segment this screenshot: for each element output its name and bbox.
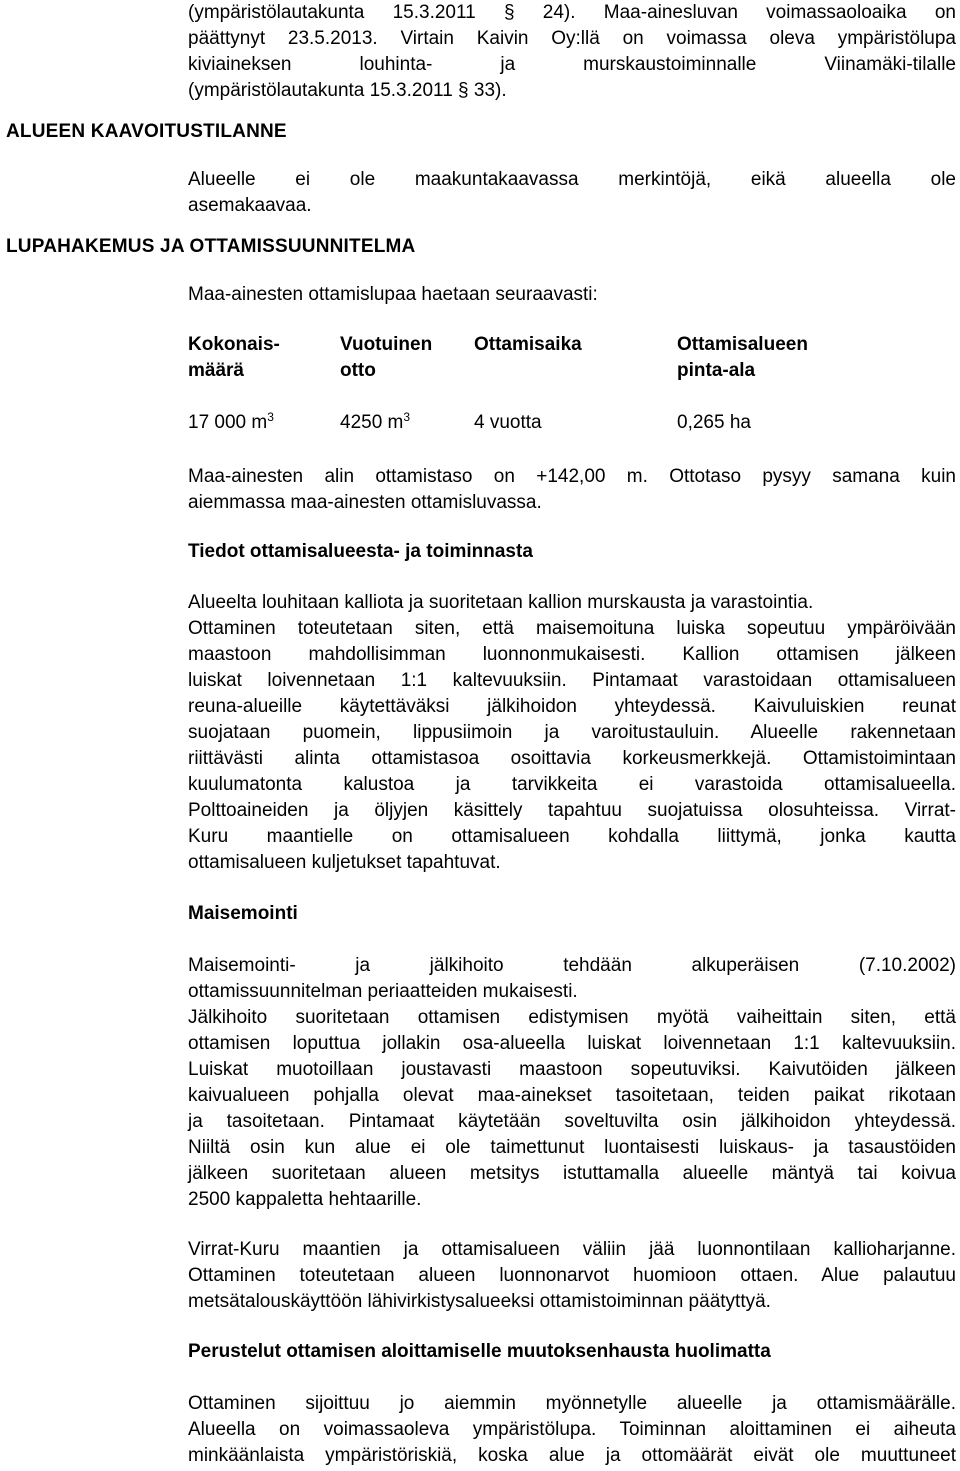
header-area <box>677 332 808 384</box>
maisemointi-paragraph-1 <box>188 953 956 1213</box>
paragraph-line: minkäänlaista ympäristöriskiä, koska alue ja ottomäärät eivät ole muuttuneet <box>188 1445 956 1466</box>
header-line: Ottamisalueen <box>677 334 808 355</box>
paragraph-line: Ottaminen toteutetaan siten, että maisemoituna luiska sopeutuu ympäröivään <box>188 618 956 639</box>
paragraph-line: Alueelta louhitaan kalliota ja suoritetaan kallion murskausta ja varastointia. <box>188 592 814 613</box>
paragraph-line: asemakaavaa. <box>188 195 312 216</box>
cell-unit-exponent: 3 <box>403 410 411 424</box>
header-line: pinta-ala <box>677 360 756 381</box>
header-line: Vuotuinen <box>340 334 433 355</box>
paragraph-line: Niiltä osin kun alue ei ole taimettunut luontaisesti luiskaus- ja tasaustöiden <box>188 1137 956 1158</box>
subheading-perustelut: Perustelut ottamisen aloittamiselle muutoksenhausta huolimatta <box>188 1341 771 1362</box>
level-paragraph <box>188 464 956 516</box>
cell-period: 4 vuotta <box>474 412 542 433</box>
paragraph-line: maastoon mahdollisimman luonnonmukaisesti. Kallion ottamisen jälkeen <box>188 644 956 665</box>
header-total <box>188 332 280 384</box>
paragraph-line: reuna-alueille käytettäväksi jälkihoidon yhteydessä. Kaivuluiskien reunat <box>188 696 956 717</box>
section-heading-kaavoitus: ALUEEN KAAVOITUSTILANNE <box>6 121 287 142</box>
cell-area: 0,265 ha <box>677 412 751 433</box>
paragraph-line: suojataan puomein, lippusiimoin ja varoitustauluin. Alueelle rakennetaan <box>188 722 956 743</box>
cell-value: 4250 m <box>340 412 404 433</box>
cell-value: 17 000 m <box>188 412 268 433</box>
paragraph-line: Maisemointi- ja jälkihoito tehdään alkuperäisen (7.10.2002) <box>188 955 956 976</box>
paragraph-line: Kuru maantielle on ottamisalueen kohdalla liittymä, jonka kautta <box>188 826 956 847</box>
kaava-paragraph <box>188 167 956 219</box>
cell-total <box>188 410 274 436</box>
paragraph-line: Virrat-Kuru maantien ja ottamisalueen väliin jää luonnontilaan kallioharjanne. <box>188 1239 956 1260</box>
maisemointi-paragraph-2 <box>188 1237 956 1315</box>
paragraph-line: jälkeen suoritetaan alueen metsitys istuttamalla alueelle mäntyä tai koivua <box>188 1163 956 1184</box>
section-heading-lupahakemus: LUPAHAKEMUS JA OTTAMISSUUNNITELMA <box>6 236 416 257</box>
paragraph-line: ottamissuunnitelman periaatteiden mukaisesti. <box>188 981 578 1002</box>
paragraph-line: (ympäristölautakunta 15.3.2011 § 24). Maa-ainesluvan voimassaoloaika on <box>188 2 956 23</box>
header-line: otto <box>340 360 376 381</box>
header-line: Kokonais- <box>188 334 280 355</box>
lupa-intro <box>188 282 956 308</box>
paragraph-line: Alueella on voimassaoleva ympäristölupa. Toiminnan aloittaminen ei aiheuta <box>188 1419 956 1440</box>
paragraph-line: luiskat loivennetaan 1:1 kaltevuuksiin. Pintamaat varastoidaan ottamisalueen <box>188 670 956 691</box>
cell-annual <box>340 410 410 436</box>
paragraph-line: Luiskat muotoillaan joustavasti maastoon sopeutuviksi. Kaivutöiden jälkeen <box>188 1059 956 1080</box>
header-annual <box>340 332 432 384</box>
paragraph-line: ja tasoitetaan. Pintamaat käytetään soveltuvilta osin jälkihoidon yhteydessä. <box>188 1111 956 1132</box>
paragraph-line: päättynyt 23.5.2013. Virtain Kaivin Oy:llä on voimassa oleva ympäristölupa <box>188 28 956 49</box>
paragraph-line: 2500 kappaletta hehtaarille. <box>188 1189 422 1210</box>
paragraph-line: kiviaineksen louhinta- ja murskaustoiminnalle Viinamäki-tilalle <box>188 54 956 75</box>
tiedot-paragraph <box>188 590 956 876</box>
paragraph-line: (ympäristölautakunta 15.3.2011 § 33). <box>188 80 507 101</box>
paragraph-line: Jälkihoito suoritetaan ottamisen edistymisen myötä vaiheittain siten, että <box>188 1007 956 1028</box>
paragraph-line: Maa-ainesten ottamislupaa haetaan seuraavasti: <box>188 284 598 305</box>
paragraph-line: Maa-ainesten alin ottamistaso on +142,00 m. Ottotaso pysyy samana kuin <box>188 466 956 487</box>
header-period <box>474 332 582 358</box>
paragraph-line: Polttoaineiden ja öljyjen käsittely tapahtuu suojatuissa olosuhteissa. Virrat- <box>188 800 956 821</box>
paragraph-line: Alueelle ei ole maakuntakaavassa merkintöjä, eikä alueella ole <box>188 169 956 190</box>
paragraph-line: ottamisen loputtua jollakin osa-alueella luiskat loivennetaan 1:1 kaltevuuksiin. <box>188 1033 956 1054</box>
paragraph-line: kuulumatonta kalustoa ja tarvikkeita ei varastoida ottamisalueella. <box>188 774 956 795</box>
header-line: Ottamisaika <box>474 334 582 355</box>
perustelut-paragraph <box>188 1391 956 1469</box>
paragraph-line: Ottaminen sijoittuu jo aiemmin myönnetylle alueelle ja ottamismäärälle. <box>188 1393 956 1414</box>
intro-paragraph <box>188 0 956 104</box>
subheading-maisemointi: Maisemointi <box>188 903 298 924</box>
paragraph-line: Ottaminen toteutetaan alueen luonnonarvot huomioon ottaen. Alue palautuu <box>188 1265 956 1286</box>
paragraph-line: kaivualueen pohjalla olevat maa-ainekset tasoitetaan, teiden paikat rikotaan <box>188 1085 956 1106</box>
paragraph-line: aiemmassa maa-ainesten ottamisluvassa. <box>188 492 542 513</box>
paragraph-line: metsätalouskäyttöön lähivirkistysalueeksi ottamistoiminnan päätyttyä. <box>188 1291 771 1312</box>
header-line: määrä <box>188 360 244 381</box>
subheading-tiedot: Tiedot ottamisalueesta- ja toiminnasta <box>188 541 533 562</box>
cell-unit-exponent: 3 <box>267 410 274 424</box>
paragraph-line: ottamisalueen kuljetukset tapahtuvat. <box>188 852 501 873</box>
paragraph-line: riittävästi alinta ottamistasoa osoittavia korkeusmerkkejä. Ottamistoimintaan <box>188 748 956 769</box>
